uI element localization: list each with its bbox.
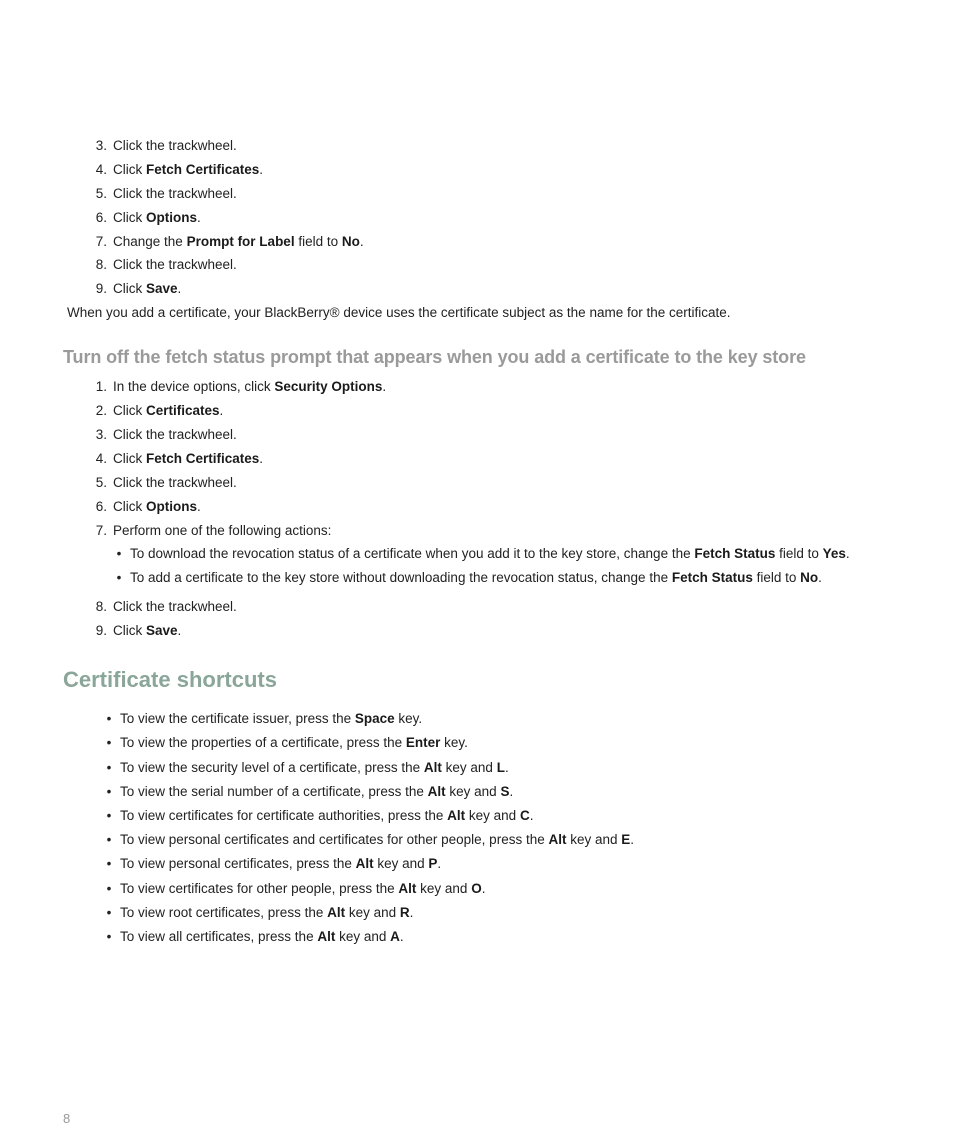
shortcut-text: To view the security level of a certificate, press the Alt key and L. [120,760,509,775]
shortcut-text: To view root certificates, press the Alt key and R. [120,905,414,920]
step-number: 3. [95,427,107,442]
step-number: 6. [95,499,107,514]
page-number: 8 [63,1111,71,1126]
bullet-icon: • [106,808,112,823]
step-number: 4. [95,162,107,177]
step-text: Click Save. [113,281,182,296]
step-number: 8. [95,257,107,272]
step-text: Click Options. [113,499,201,514]
step-number: 7. [95,523,107,538]
step-text: Click Save. [113,623,182,638]
section-heading: Turn off the fetch status prompt that appears when you add a certificate to the key store [63,347,806,367]
bullet-icon: • [106,711,112,726]
step-number: 3. [95,138,107,153]
shortcut-text: To view certificates for certificate authorities, press the Alt key and C. [120,808,534,823]
step-number: 4. [95,451,107,466]
step-text: Click Options. [113,210,201,225]
step-text: Click the trackwheel. [113,138,237,153]
bullet-icon: • [106,760,112,775]
shortcut-text: To view all certificates, press the Alt key and A. [120,929,404,944]
step-number: 7. [95,234,107,249]
bullet-icon: • [106,832,112,847]
bullet-icon: • [106,735,112,750]
bullet-icon: • [106,856,112,871]
step-text: Click Fetch Certificates. [113,162,264,177]
step-number: 1. [95,379,107,394]
sub-item-text: To add a certificate to the key store without downloading the revocation status, change the Fetch Status field to No. [130,570,822,585]
step-number: 5. [95,186,107,201]
step-text: Click the trackwheel. [113,599,237,614]
step-text: Click Fetch Certificates. [113,451,264,466]
step-text: Click Certificates. [113,403,224,418]
step-text: Click the trackwheel. [113,186,237,201]
shortcut-text: To view certificates for other people, press the Alt key and O. [120,881,486,896]
step-number: 9. [95,623,107,638]
step-text: In the device options, click Security Options. [113,379,387,394]
bullet-icon: • [106,929,112,944]
bullet-icon: • [106,881,112,896]
step-text: Click the trackwheel. [113,475,237,490]
sub-item-text: To download the revocation status of a certificate when you add it to the key store, change the Fetch Status field to Yes. [130,546,850,561]
shortcut-text: To view the certificate issuer, press the Space key. [120,711,423,726]
step-text: Change the Prompt for Label field to No. [113,234,364,249]
section-heading: Certificate shortcuts [63,667,277,692]
step-text: Perform one of the following actions: [113,523,332,538]
step-number: 2. [95,403,107,418]
step-text: Click the trackwheel. [113,257,237,272]
bullet-icon: • [116,570,122,585]
step-number: 6. [95,210,107,225]
bullet-icon: • [106,905,112,920]
step-number: 9. [95,281,107,296]
note-paragraph: When you add a certificate, your BlackBerry® device uses the certificate subject as the name for the certificate. [67,305,731,320]
shortcut-text: To view the properties of a certificate, press the Enter key. [120,735,468,750]
shortcut-text: To view the serial number of a certificate, press the Alt key and S. [120,784,514,799]
shortcut-text: To view personal certificates, press the Alt key and P. [120,856,442,871]
step-number: 8. [95,599,107,614]
bullet-icon: • [106,784,112,799]
step-text: Click the trackwheel. [113,427,237,442]
bullet-icon: • [116,546,122,561]
step-number: 5. [95,475,107,490]
shortcut-text: To view personal certificates and certificates for other people, press the Alt key and E. [120,832,635,847]
